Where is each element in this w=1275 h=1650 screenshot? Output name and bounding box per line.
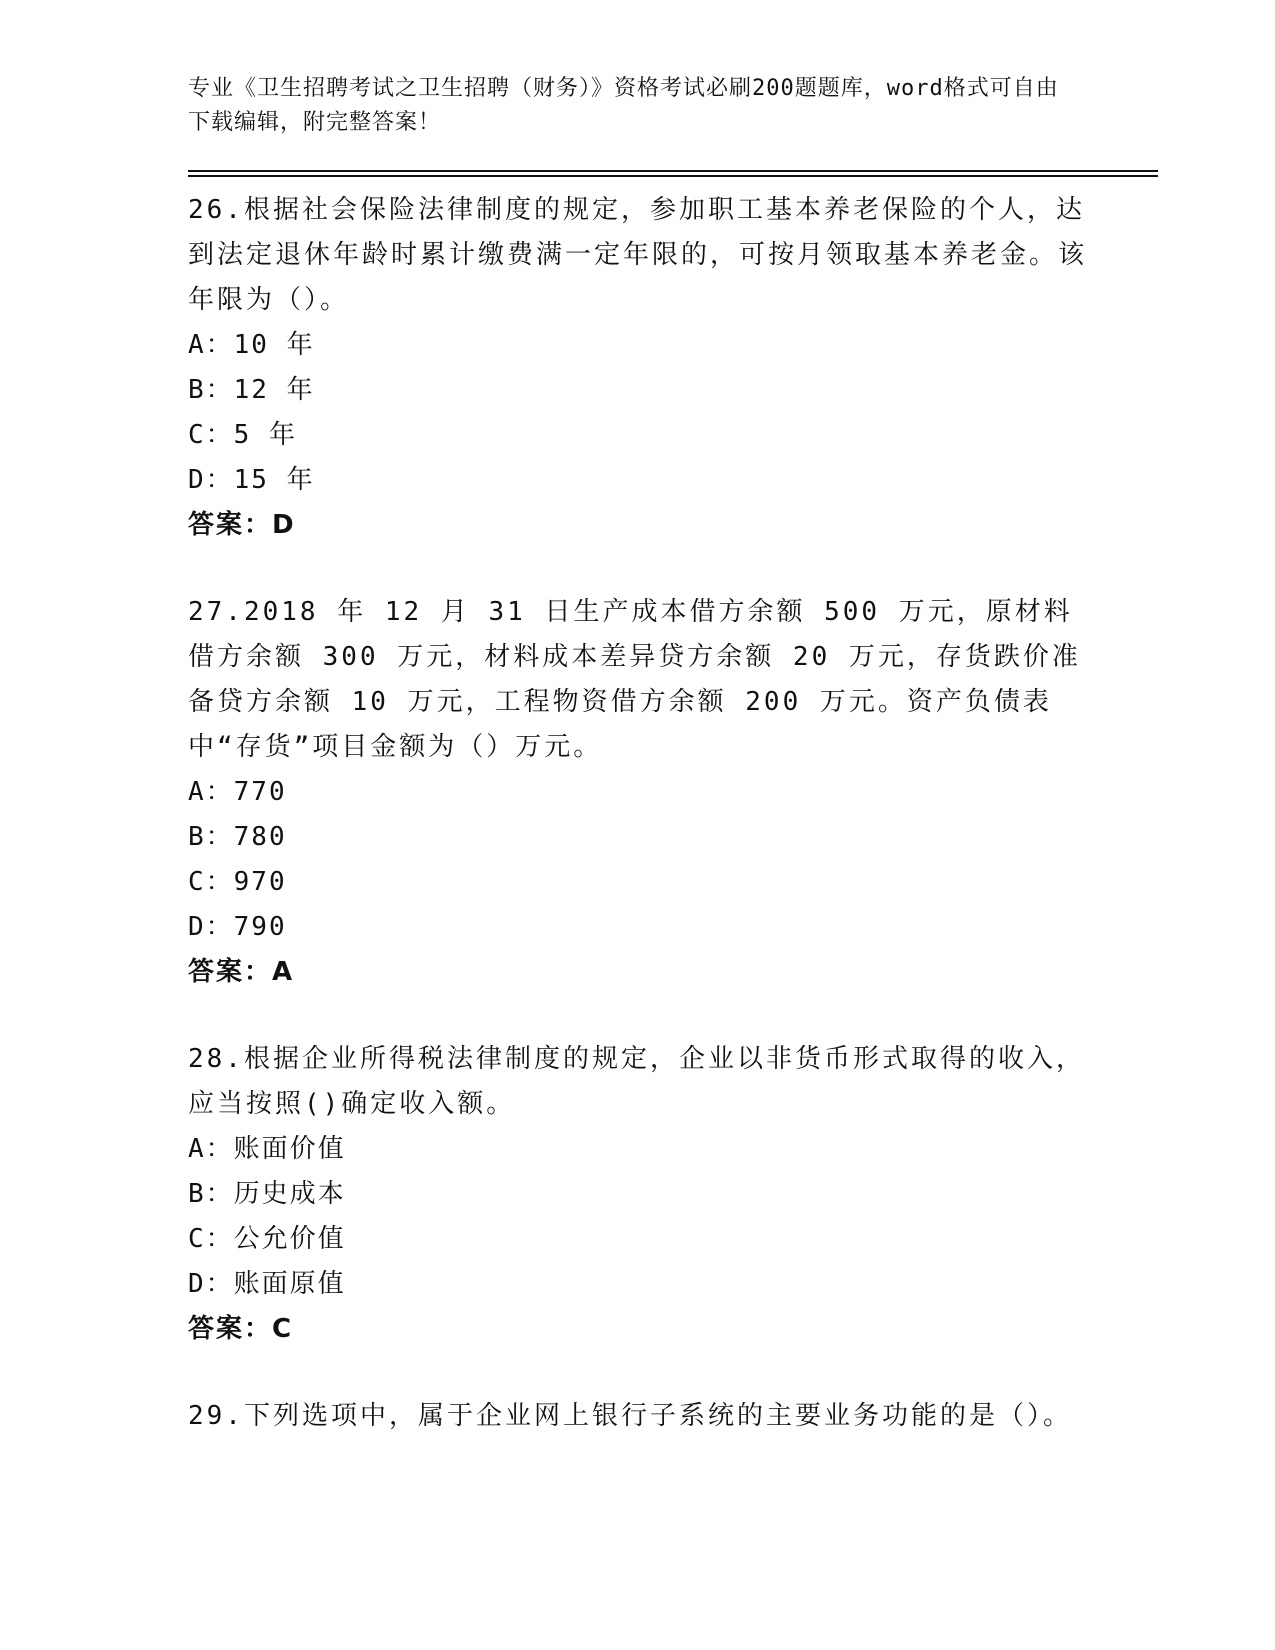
option-b: B：历史成本 <box>188 1179 346 1209</box>
option-c: C：公允价值 <box>188 1224 346 1254</box>
option-a: A：10 年 <box>188 330 315 360</box>
question-list <box>188 188 1088 1481</box>
question-28 <box>188 1037 1088 1352</box>
option-c: C：970 <box>188 867 287 897</box>
option-d: D：15 年 <box>188 465 315 495</box>
question-stem: 26.根据社会保险法律制度的规定，参加职工基本养老保险的个人，达到法定退休年龄时累计缴费满一定年限的，可按月领取基本养老金。该年限为（）。 <box>188 195 1088 315</box>
question-29 <box>188 1394 1088 1439</box>
question-stem: 27.2018 年 12 月 31 日生产成本借方余额 500 万元，原材料借方余额 300 万元，材料成本差异贷方余额 20 万元，存货跌价准备贷方余额 10 万元，工程物资借方余额 200 万元。资产负债表中“存货”项目金额为（）万元。 <box>188 597 1081 762</box>
answer-label: 答案：C <box>188 1314 294 1344</box>
answer-label: 答案：D <box>188 510 296 540</box>
document-header: 专业《卫生招聘考试之卫生招聘（财务）》资格考试必刷200题题库，word格式可自由下载编辑，附完整答案！ <box>188 76 1059 135</box>
answer-label: 答案：A <box>188 957 295 987</box>
header-rule-top <box>188 170 1158 172</box>
option-d: D：账面原值 <box>188 1269 346 1299</box>
option-b: B：12 年 <box>188 375 315 405</box>
option-c: C：5 年 <box>188 420 297 450</box>
question-stem: 28.根据企业所得税法律制度的规定，企业以非货币形式取得的收入，应当按照()确定收入额。 <box>188 1044 1085 1119</box>
header-rule-bottom <box>188 175 1158 177</box>
option-a: A：770 <box>188 777 287 807</box>
question-26 <box>188 188 1088 548</box>
question-27 <box>188 590 1088 995</box>
option-a: A：账面价值 <box>188 1134 346 1164</box>
question-stem: 29.下列选项中，属于企业网上银行子系统的主要业务功能的是（）。 <box>188 1401 1072 1431</box>
option-d: D：790 <box>188 912 287 942</box>
option-b: B：780 <box>188 822 287 852</box>
